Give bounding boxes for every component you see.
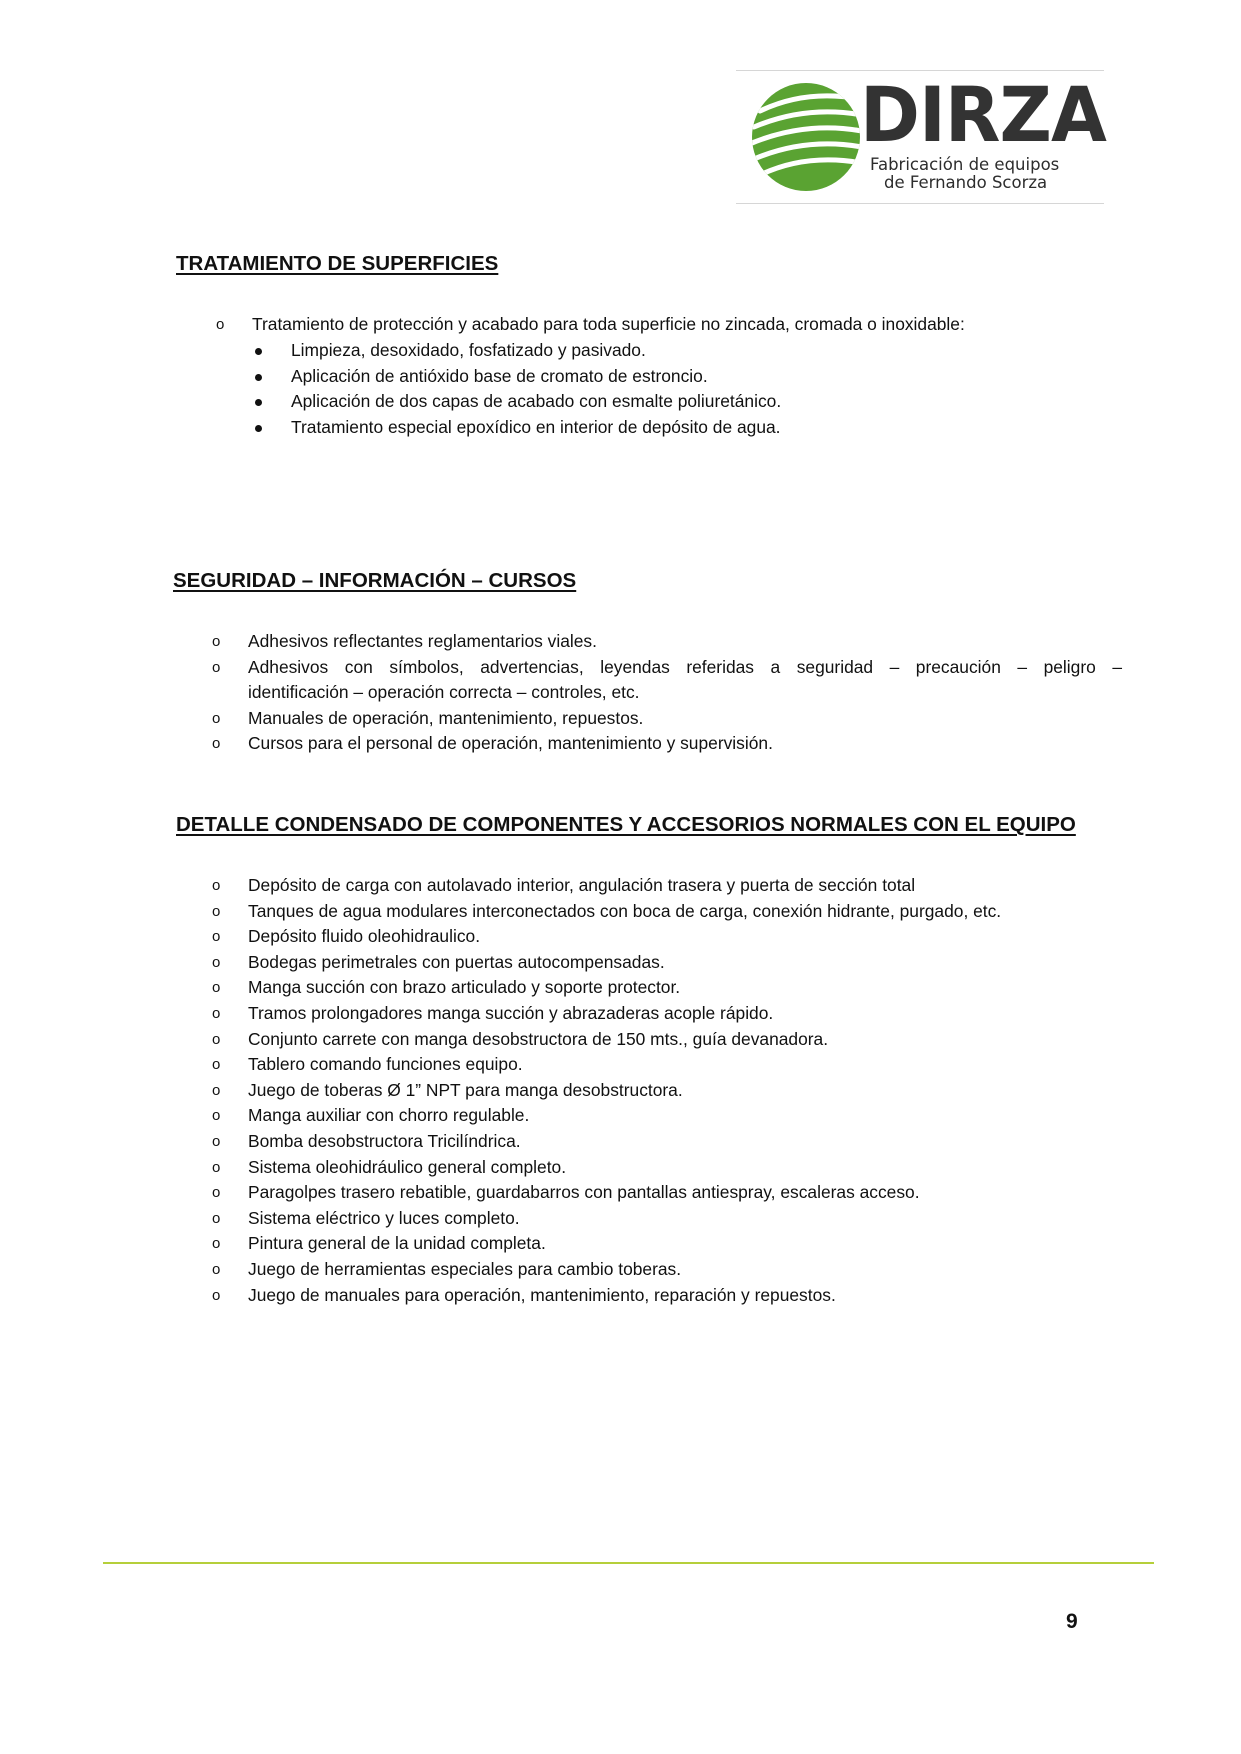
list-item: Aplicación de dos capas de acabado con esmalte poliuretánico. <box>291 389 1081 415</box>
hollow-bullet-icon: o <box>212 877 221 894</box>
list-item: o Tanques de agua modulares interconectados con boca de carga, conexión hidrante, purgado, etc. <box>248 899 1138 925</box>
list-item: o Juego de manuales para operación, mantenimiento, reparación y repuestos. <box>248 1283 1138 1309</box>
list-item: o Juego de toberas Ø 1” NPT para manga desobstructora. <box>248 1078 1138 1104</box>
hollow-bullet-icon: o <box>212 1132 221 1150</box>
list-item: Aplicación de antióxido base de cromato de estroncio. <box>291 364 1081 390</box>
hollow-bullet-icon: o <box>212 1107 221 1125</box>
list-tratamiento <box>216 312 1082 338</box>
list-item: o Bomba desobstructora Tricilíndrica. <box>248 1129 1138 1155</box>
hollow-bullet-icon: o <box>212 928 221 946</box>
list-item: o Depósito de carga con autolavado interior, angulación trasera y puerta de sección total <box>248 873 1138 899</box>
hollow-bullet-icon: o <box>212 633 221 650</box>
hollow-bullet-icon: o <box>212 658 221 676</box>
hollow-bullet-icon: o <box>212 1158 221 1176</box>
list-item: o Adhesivos con símbolos, advertencias, leyendas referidas a seguridad – precaución – peligro – <box>248 655 1122 681</box>
hollow-bullet-icon: o <box>212 1260 221 1278</box>
logo-tagline-1: Fabricación de equipos <box>870 155 1060 174</box>
hollow-bullet-icon: o <box>216 316 225 333</box>
list-item: o Manga auxiliar con chorro regulable. <box>248 1103 1138 1129</box>
hollow-bullet-icon: o <box>212 902 221 920</box>
hollow-bullet-icon: o <box>212 1286 221 1304</box>
hollow-bullet-icon: o <box>212 1030 221 1048</box>
hollow-bullet-icon: o <box>212 953 221 971</box>
list-item: o Depósito fluido oleohidraulico. <box>248 924 1138 950</box>
list-item: o Conjunto carrete con manga desobstructora de 150 mts., guía devanadora. <box>248 1027 1138 1053</box>
hollow-bullet-icon: o <box>212 1056 221 1074</box>
heading-detalle: DETALLE CONDENSADO DE COMPONENTES Y ACCESORIOS NORMALES CON EL EQUIPO <box>176 813 1076 836</box>
list-item: o Adhesivos reflectantes reglamentarios viales. <box>248 629 1122 655</box>
bullet-icon <box>255 374 262 381</box>
list-item: Limpieza, desoxidado, fosfatizado y pasivado. <box>291 338 1081 364</box>
hollow-bullet-icon: o <box>212 709 221 727</box>
list-item: Tratamiento especial epoxídico en interior de depósito de agua. <box>291 415 1081 441</box>
list-item: o Bodegas perimetrales con puertas autocompensadas. <box>248 950 1138 976</box>
bullet-icon <box>255 348 262 355</box>
hollow-bullet-icon: o <box>212 1081 221 1099</box>
list-item: o Tratamiento de protección y acabado para toda superficie no zincada, cromada o inoxidable: <box>252 312 1082 338</box>
bullet-icon <box>255 399 262 406</box>
list-item: o Sistema oleohidráulico general completo. <box>248 1155 1138 1181</box>
list-seguridad <box>212 629 1122 757</box>
heading-seguridad: SEGURIDAD – INFORMACIÓN – CURSOS <box>173 569 577 592</box>
heading-tratamiento: TRATAMIENTO DE SUPERFICIES <box>176 252 499 275</box>
list-detalle <box>212 873 1138 1308</box>
list-item-continuation: identificación – operación correcta – controles, etc. <box>248 682 640 703</box>
hollow-bullet-icon: o <box>212 1209 221 1227</box>
list-item: o Manga succión con brazo articulado y soporte protector. <box>248 975 1138 1001</box>
page-number: 9 <box>1066 1610 1078 1633</box>
list-item: o Pintura general de la unidad completa. <box>248 1231 1138 1257</box>
company-logo <box>736 70 1104 204</box>
sublist-tratamiento <box>291 338 1081 440</box>
hollow-bullet-icon: o <box>212 1235 221 1253</box>
logo-tagline-2: de Fernando Scorza <box>884 173 1048 192</box>
list-item: o Manuales de operación, mantenimiento, repuestos. <box>248 706 1122 732</box>
footer-divider <box>103 1562 1154 1564</box>
hollow-bullet-icon: o <box>212 1184 221 1202</box>
hollow-bullet-icon: o <box>212 1004 221 1022</box>
globe-logo-icon <box>750 81 862 193</box>
bullet-icon <box>255 425 262 432</box>
list-item: o Tablero comando funciones equipo. <box>248 1052 1138 1078</box>
logo-wordmark: DIRZA <box>860 70 1106 159</box>
list-item: o Sistema eléctrico y luces completo. <box>248 1206 1138 1232</box>
list-item: o Cursos para el personal de operación, mantenimiento y supervisión. <box>248 731 1122 757</box>
hollow-bullet-icon: o <box>212 979 221 997</box>
list-item: o Tramos prolongadores manga succión y abrazaderas acople rápido. <box>248 1001 1138 1027</box>
list-item: o Paragolpes trasero rebatible, guardabarros con pantallas antiespray, escaleras acceso. <box>248 1180 1138 1206</box>
hollow-bullet-icon: o <box>212 735 221 753</box>
list-item: o Juego de herramientas especiales para cambio toberas. <box>248 1257 1138 1283</box>
